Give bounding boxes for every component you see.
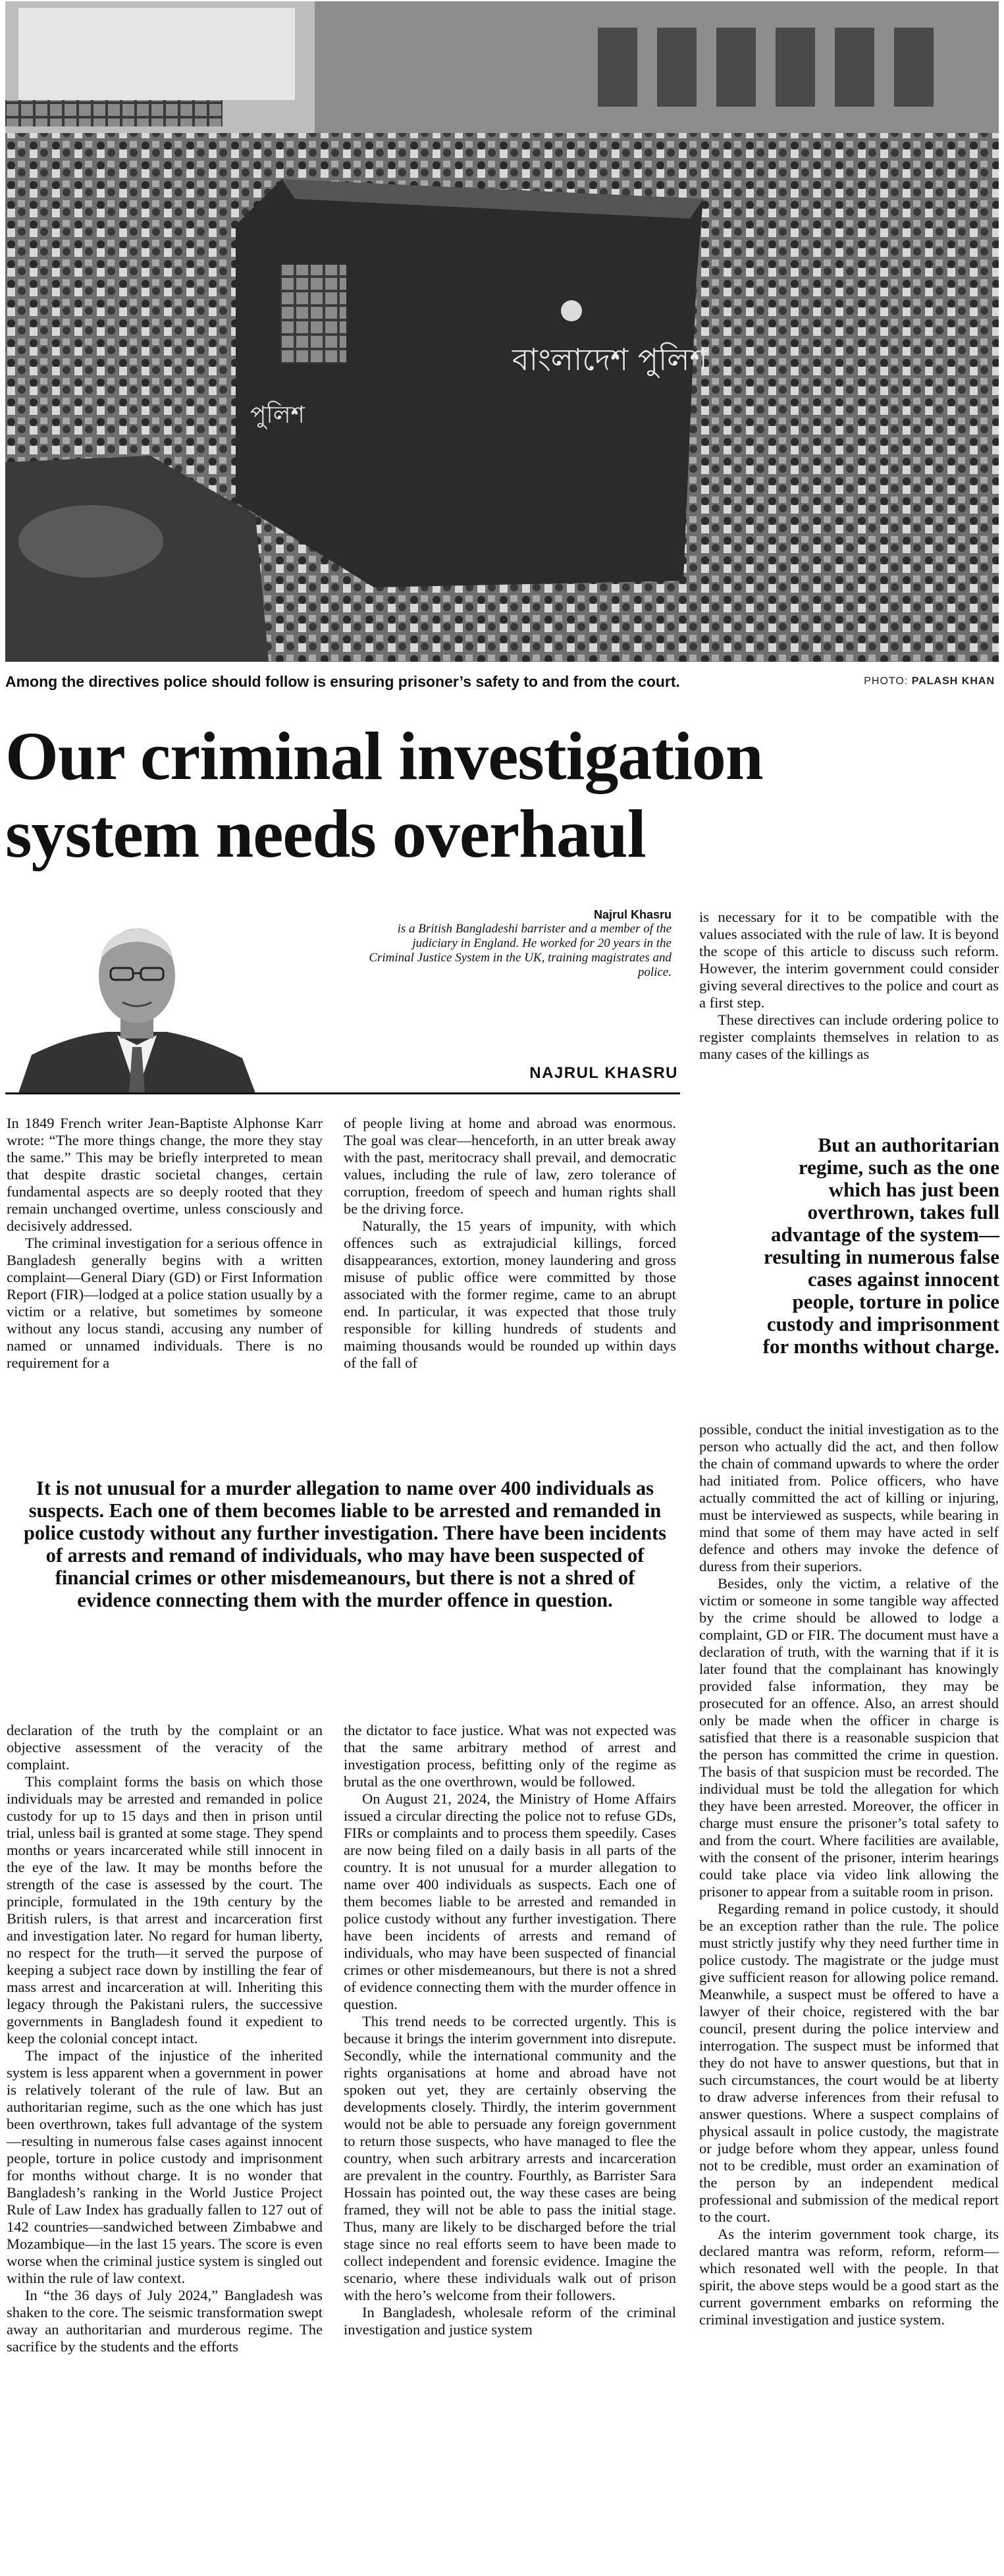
paragraph: is necessary for it to be compatible with the values associated with the rule of law. It is beyond the scope of this article to discuss such reform. However, the interim government could consider giving several directives to the police and court as a first step. [699, 909, 999, 1011]
van-side-lettering: পুলিশ [250, 402, 305, 429]
paragraph: Naturally, the 15 years of impunity, with which offences such as extrajudicial killings, forced disappearances, extortion, money laundering and gross misuse of public office were committed by those associated with the former regime, came to an abrupt end. In particular, it was expected that those truly responsible for killing hundreds of students and maiming thousands would be rounded up within days of the fall of [344, 1218, 676, 1371]
paragraph: As the interim government took charge, its declared mantra was reform, reform, reform—which resonated well with the people. In that spirit, the above steps would be a good start as the current government embarks on reforming the criminal investigation and justice system. [699, 2226, 999, 2328]
pull-quote-2: It is not unusual for a murder allegation to name over 400 individuals as suspects. Each one of them becomes liable to be arrested and remanded in police custody without any further investigation. There have been incidents of arrests and remand of individuals, who may have been suspected of financial crimes or other misdemeanours, but there is not a shred of evidence connecting them with the murder offence in question. [23, 1477, 667, 1611]
paragraph: In Bangladesh, wholesale reform of the criminal investigation and justice system [344, 2304, 676, 2338]
paragraph: declaration of the truth by the complaint or an objective assessment of the veracity of the complaint. [7, 1722, 323, 1773]
column-1-bottom [7, 1722, 323, 2355]
paragraph: On August 21, 2024, the Ministry of Home Affairs issued a circular directing the police not to refuse GDs, FIRs or complaints and to process them speedily. Cases are now being filed on a daily basis in all parts of the country. It is not unusual for a murder allegation to name over 400 individuals as suspects. Each one of them becomes liable to be arrested and remanded in police custody without any further investigation. There have been incidents of arrests and remand of individuals, who may have been suspected of financial crimes or other misdemeanours, but there is not a shred of evidence connecting them with the murder offence in question. [344, 1790, 676, 2012]
column-3-bottom [699, 1421, 999, 2328]
headline-line-1: Our criminal investigation [5, 718, 763, 794]
headline-line-2: system needs overhaul [5, 796, 646, 872]
paragraph: These directives can include ordering police to register complaints themselves in relation to as many cases of the killings as [699, 1011, 999, 1062]
column-1-top [7, 1115, 323, 1372]
credit-name: PALASH KHAN [911, 676, 995, 687]
van-lettering: বাংলাদেশ পুলিশ [512, 342, 708, 377]
author-bio-block [369, 907, 672, 980]
news-photo [5, 1, 999, 662]
byline-rule [5, 1092, 680, 1094]
paragraph: Besides, only the victim, a relative of the victim or someone in some tangible way affected by the crime should be allowed to lodge a complaint, GD or FIR. The document must have a declaration of truth, with the warning that if it is later found that the complainant has knowingly provided false information, they may be prosecuted for an offence. Also, an arrest should only be made when the officer in charge is satisfied that there is a reasonable suspicion that the person has committed the crime in question. The basis of that suspicion must be recorded. The individual must be told the allegation for which they have been arrested. Moreover, the officer in charge must ensure the prisoner’s total safety to and from the court. Where facilities are available, with the consent of the prisoner, interim hearings could take place via video link allowing the prisoner to appear from a suitable room in prison. [699, 1575, 999, 1900]
paragraph: The criminal investigation for a serious offence in Bangladesh generally begins with a written complaint—General Diary (GD) or First Information Report (FIR)—lodged at a police station usually by a victim or a relative, but sometimes by someone without any locus standi, accusing any number of named or unnamed individuals. There is no requirement for a [7, 1235, 323, 1371]
author-portrait [5, 897, 263, 1093]
paragraph: The impact of the injustice of the inherited system is less apparent when a government in power is relatively tolerant of the rule of law. But an authoritarian regime, such as the one which has just been overthrown, takes full advantage of the system—resulting in numerous false cases against innocent people, torture in police custody and imprisonment for months without charge. It is no wonder that Bangladesh’s ranking in the World Justice Project Rule of Law Index has gradually fallen to 127 out of 142 countries—sandwiched between Zimbabwe and Mozambique—in the last 15 years. The score is even worse when the criminal justice system is singled out within the rule of law context. [7, 2047, 323, 2286]
photo-caption: Among the directives police should follow is ensuring prisoner’s safety to and from the court. [5, 673, 680, 690]
author-bio: is a British Bangladeshi barrister and a member of the judiciary in England. He worked for 20 years in the Criminal Justice System in the UK, training magistrates and police. [369, 922, 672, 979]
paragraph: the dictator to face justice. What was not expected was that the same arbitrary method of arrest and investigation process, befitting only of the regime as brutal as the one overthrown, would be followed. [344, 1722, 676, 1790]
photo-credit [864, 676, 995, 687]
paragraph: In 1849 French writer Jean-Baptiste Alphonse Karr wrote: “The more things change, the more they stay the same.” This may be briefly interpreted to mean that despite drastic societal changes, certain fundamental aspects are so deeply rooted that they remain unchanged overtime, unless consciously and decisively addressed. [7, 1115, 323, 1234]
column-3-top [699, 909, 999, 1063]
column-2-top [344, 1115, 676, 1372]
credit-prefix: PHOTO: [864, 676, 909, 687]
author-name: Najrul Khasru [593, 908, 672, 921]
paragraph: In “the 36 days of July 2024,” Bangladesh was shaken to the core. The seismic transformation swept away an authoritarian and murderous regime. The sacrifice by the students and the efforts [7, 2287, 323, 2355]
paragraph: This trend needs to be corrected urgently. This is because it brings the interim government into disrepute. Secondly, while the international community and the rights organisations at home and abroad have not spoken out yet, they are certainly observing the developments closely. Thirdly, the interim government would not be able to persuade any foreign government to return those suspects, who have managed to flee the country, when such arbitrary arrests and incarceration are prevalent in the country. Fourthly, as Barrister Sara Hossain has pointed out, the way these cases are being framed, they will not be able to pass the initial stage. Thus, many are likely to be discharged before the trial stage since no real efforts seem to have been made to collect independent and forensic evidence. Imagine the scenario, where these individuals walk out of prison with the hero’s welcome from their followers. [344, 2013, 676, 2303]
paragraph: of people living at home and abroad was enormous. The goal was clear—henceforth, in an utter break away with the past, meritocracy shall prevail, and democratic values, including the rule of law, zero tolerance of corruption, freedom of speech and human rights shall be the driving force. [344, 1115, 676, 1217]
paragraph: possible, conduct the initial investigation as to the person who actually did the act, and then follow the chain of command upwards to where the order had initiated from. Police officers, who have actually committed the act of killing or injuring, must be interviewed as suspects, while bearing in mind that some of them may have acted in self defence and others may invoke the defence of duress from their superiors. [699, 1421, 999, 1574]
byline: NAJRUL KHASRU [529, 1064, 678, 1082]
headline [5, 718, 795, 873]
paragraph: This complaint forms the basis on which those individuals may be arrested and remanded in police custody for up to 15 days and then in prison until trial, unless bail is granted at some stage. They spend months or years incarcerated while still innocent in the eye of the law. It may be months before the strength of the case is assessed by the court. The principle, formulated in the 19th century by the British rulers, is that arrest and incarceration first and investigation later. No regard for human liberty, no respect for the truth—it served the purpose of keeping a subject race down by instilling the fear of mass arrest and incarceration at will. Inheriting this legacy through the Pakistani rulers, the successive governments in Bangladesh found it expedient to keep the colonial concept intact. [7, 1773, 323, 2047]
column-2-bottom [344, 1722, 676, 2338]
paragraph: Regarding remand in police custody, it should be an exception rather than the rule. The police must strictly justify why they need further time in police custody. The magistrate or the judge must give sufficient reason for allowing police remand. Meanwhile, a suspect must be offered to have a lawyer of their choice, registered with the bar council, present during the police interview and interrogation. The suspect must be informed that they do not have to answer questions, but that in such circumstances, the court would be at liberty to draw adverse inferences from their refusal to answer questions. Where a suspect complains of physical assault in police custody, the magistrate or judge before whom they appear, unless found not to be credible, must order an examination of the person by an independent medical professional and submission of the medical report to the court. [699, 1900, 999, 2225]
pull-quote-1: But an authoritarian regime, such as the one which has just been overthrown, takes full advantage of the system—resulting in numerous false cases against innocent people, torture in police custody and imprisonment for months without charge. [762, 1133, 999, 1358]
